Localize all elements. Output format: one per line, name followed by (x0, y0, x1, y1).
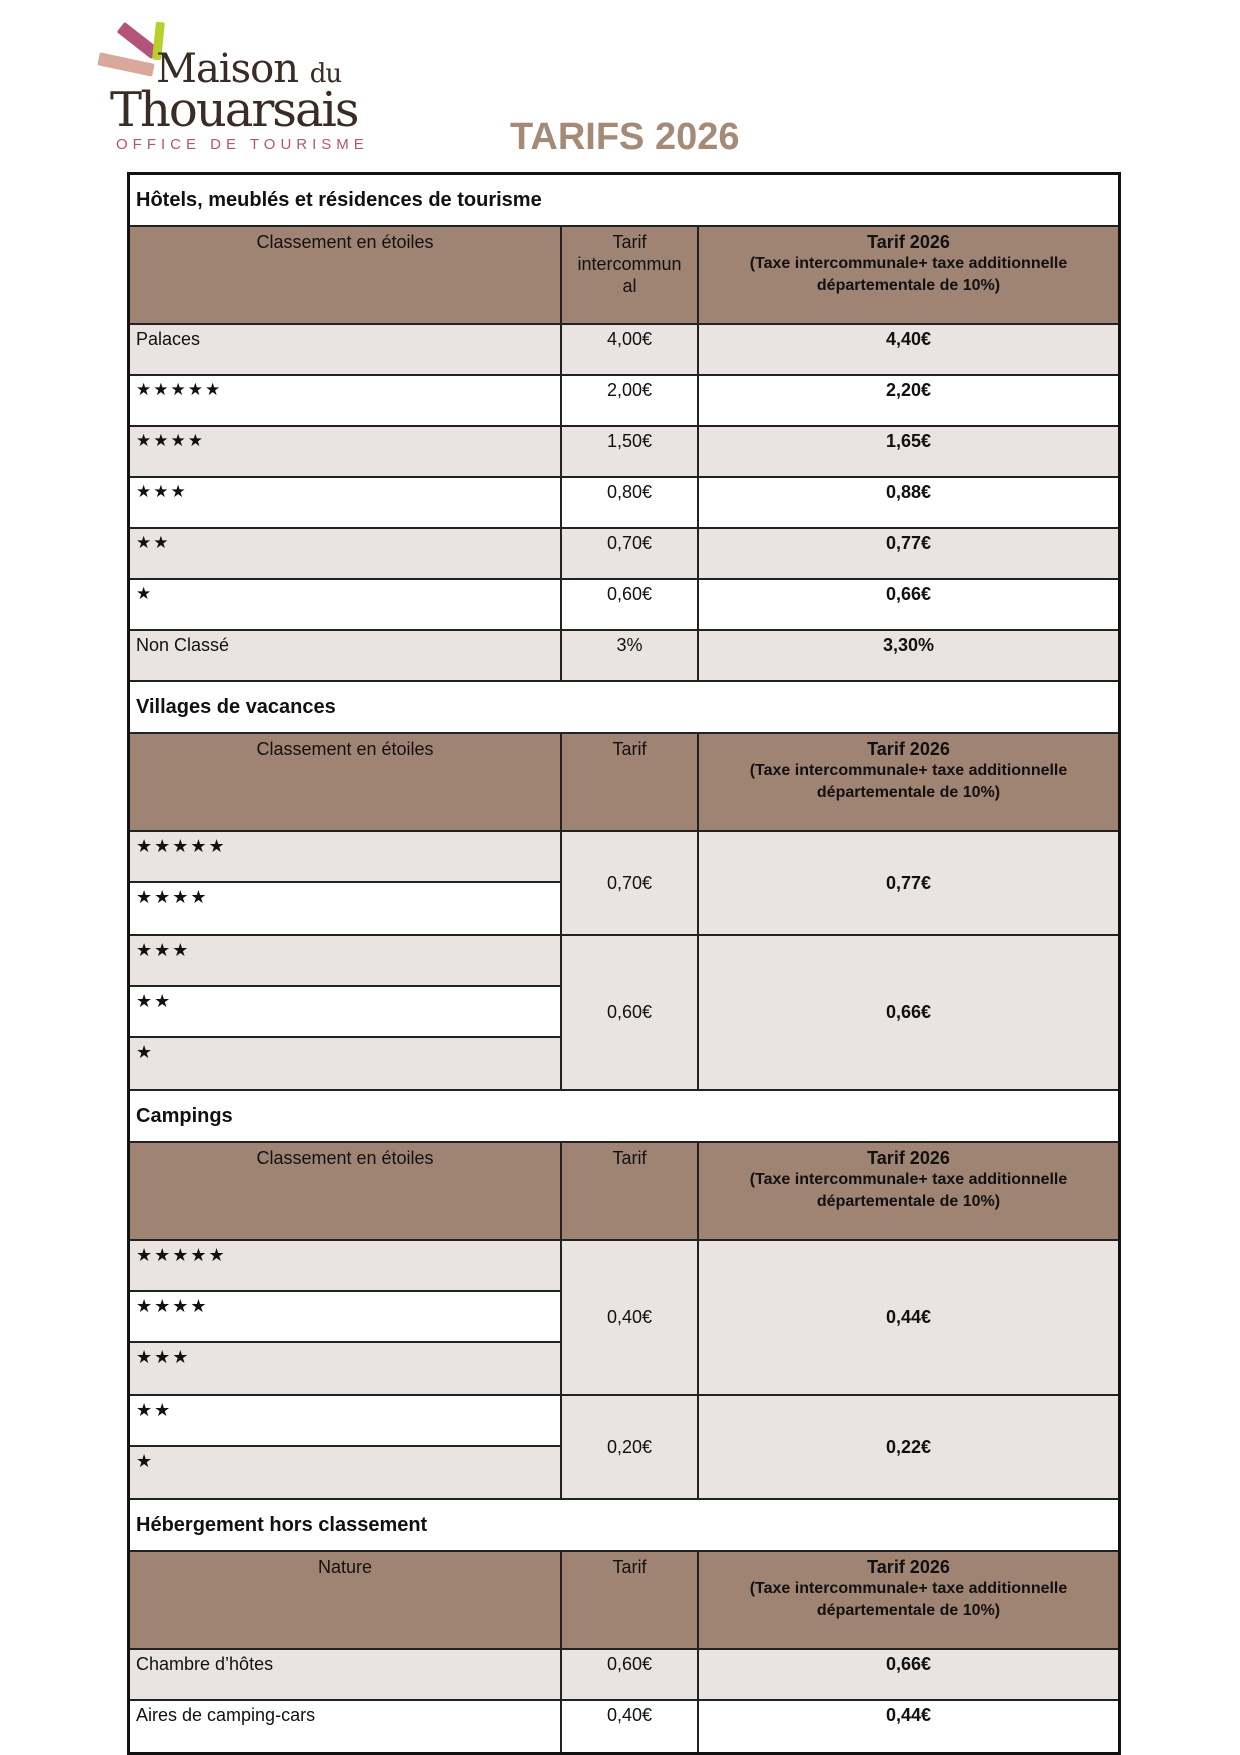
logo-ray-peach (97, 52, 154, 76)
header-tarif-2026: Tarif 2026 (Taxe intercommunale+ taxe additionnelle départementale de 10%) (749, 232, 1068, 294)
logo-line1: Maison du (156, 46, 342, 92)
tariff-table (127, 172, 1121, 1755)
header-classement: Classement en étoiles (130, 227, 562, 323)
table-row: ★★★★★ 2,00€ 2,20€ (130, 376, 1118, 427)
logo-line2: Thouarsais (110, 82, 358, 138)
merged-row-group: ★★ ★ 0,20€ 0,22€ (130, 1396, 1118, 1500)
table-row: Aires de camping-cars 0,40€ 0,44€ (130, 1701, 1118, 1752)
table-row: Non Classé 3% 3,30% (130, 631, 1118, 682)
section-title-villages: Villages de vacances (130, 682, 1118, 734)
merged-row-group: ★★★★★ ★★★★ 0,70€ 0,77€ (130, 832, 1118, 936)
merged-row-group: ★★★ ★★ ★ 0,60€ 0,66€ (130, 936, 1118, 1091)
table-row: ★★★★ 1,50€ 1,65€ (130, 427, 1118, 478)
page-title: TARIFS 2026 (510, 116, 740, 158)
section-title-campings: Campings (130, 1091, 1118, 1143)
table-row: Palaces 4,00€ 4,40€ (130, 325, 1118, 376)
logo-tagline: OFFICE DE TOURISME (116, 136, 369, 153)
table-header: Nature Tarif Tarif 2026 (Taxe intercommunale+ taxe additionnelle départementale de 10%) (130, 1552, 1118, 1650)
logo (96, 10, 376, 153)
table-header: Classement en étoiles Tarif Tarif 2026 (Taxe intercommunale+ taxe additionnelle départementale de 10%) (130, 734, 1118, 832)
section-title-hotels: Hôtels, meublés et résidences de tourisme (130, 175, 1118, 227)
table-row: ★ 0,60€ 0,66€ (130, 580, 1118, 631)
table-row: ★★★ 0,80€ 0,88€ (130, 478, 1118, 529)
merged-row-group: ★★★★★ ★★★★ ★★★ 0,40€ 0,44€ (130, 1241, 1118, 1396)
header-tarif: Tarif intercommun al (562, 227, 699, 323)
table-header (130, 227, 1118, 325)
table-row: ★★ 0,70€ 0,77€ (130, 529, 1118, 580)
table-header: Classement en étoiles Tarif Tarif 2026 (Taxe intercommunale+ taxe additionnelle départementale de 10%) (130, 1143, 1118, 1241)
section-title-hors-classement: Hébergement hors classement (130, 1500, 1118, 1552)
table-row: Chambre d’hôtes 0,60€ 0,66€ (130, 1650, 1118, 1701)
